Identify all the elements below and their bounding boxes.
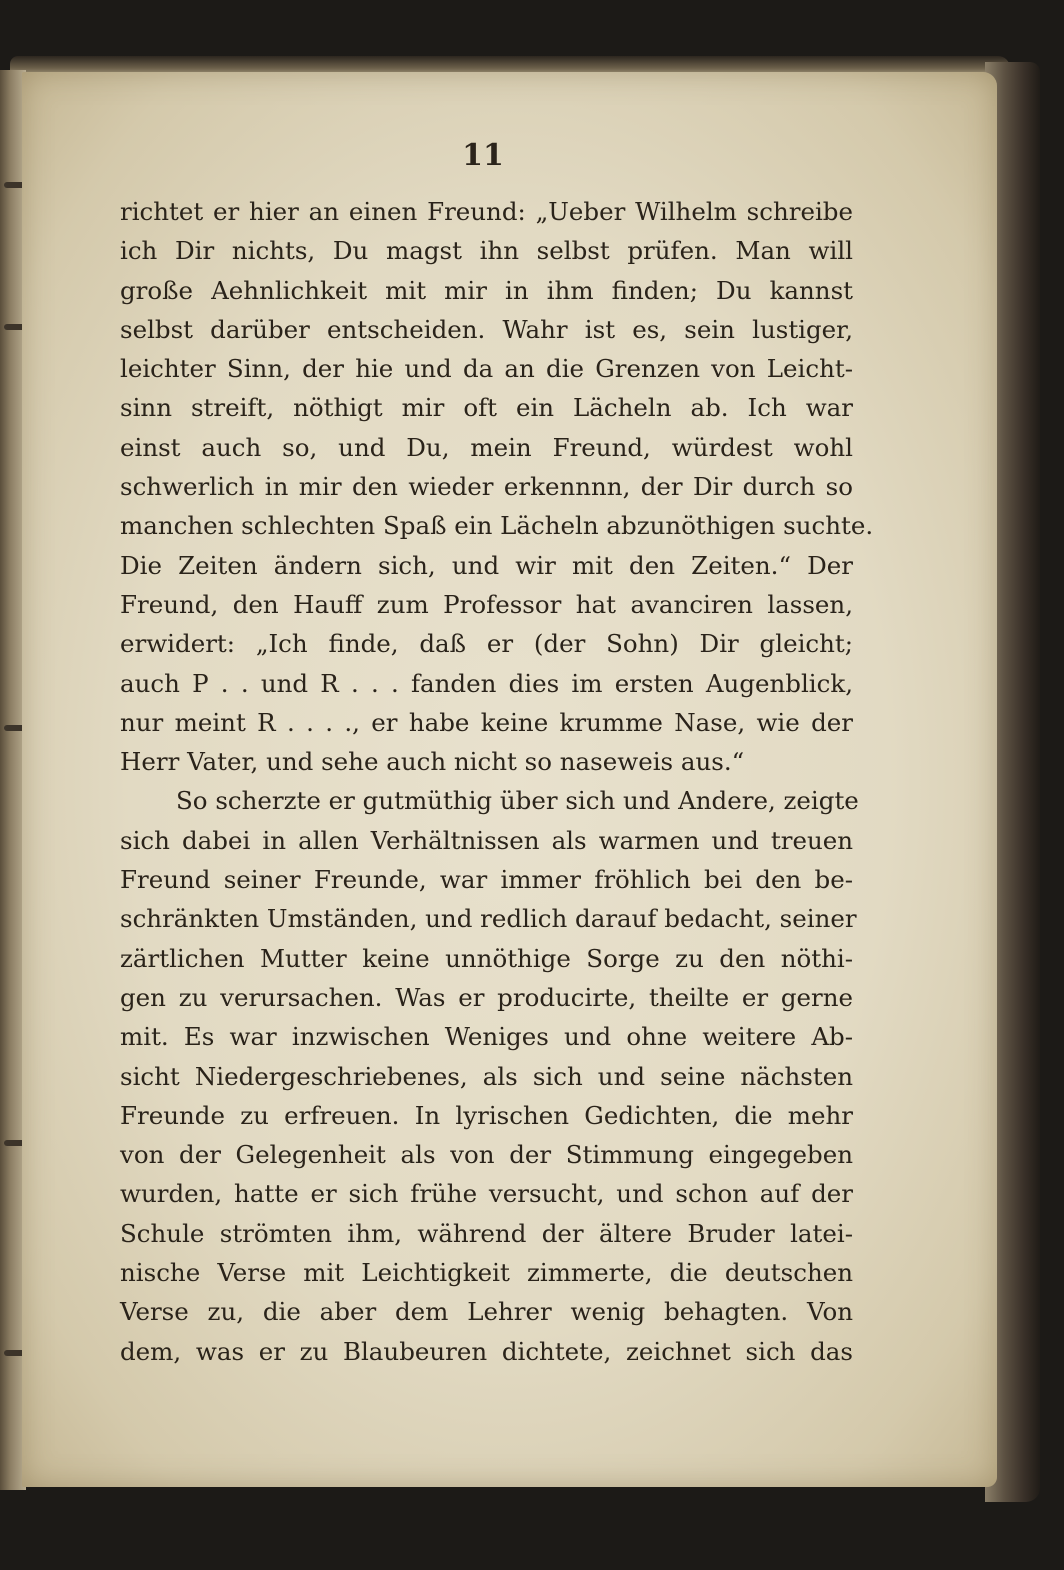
text-line: wurden, hatte er sich frühe versucht, und schon auf der [120,1179,853,1209]
text-line: Freund, den Hauff zum Professor hat avanciren lassen, [120,589,853,619]
text-line: Herr Vater, und sehe auch nicht so naseweis aus.“ [120,747,745,777]
text-line: zärtlichen Mutter keine unnöthige Sorge zu den nöthi- [120,943,853,973]
text-line: gen zu verursachen. Was er producirte, theilte er gerne [120,982,853,1012]
text-line: nische Verse mit Leichtigkeit zimmerte, die deutschen [120,1258,853,1288]
text-line: Schule strömten ihm, während der ältere Bruder latei- [120,1218,853,1248]
text-line: Freunde zu erfreuen. In lyrischen Gedichten, die mehr [120,1100,853,1130]
text-line: manchen schlechten Spaß ein Lächeln abzunöthigen suchte. [120,511,874,541]
text-line: schränkten Umständen, und redlich darauf bedacht, seiner [120,904,857,934]
text-line: sich dabei in allen Verhältnissen als warmen und treuen [120,825,853,855]
text-line: große Aehnlichkeit mit mir in ihm finden; Du kannst [120,275,853,305]
page-number: 11 [462,138,504,173]
text-line: ich Dir nichts, Du magst ihn selbst prüfen. Man will [120,236,853,266]
text-line: sicht Niedergeschriebenes, als sich und seine nächsten [120,1061,853,1091]
text-line: dem, was er zu Blaubeuren dichtete, zeichnet sich das [120,1336,853,1366]
text-line: schwerlich in mir den wieder erkennnn, der Dir durch so [120,472,853,502]
text-line: erwidert: „Ich finde, daß er (der Sohn) Dir gleicht; [120,629,853,659]
body-text [120,192,874,1371]
text-line: So scherzte er gutmüthig über sich und Andere, zeigte [176,786,859,816]
text-line: richtet er hier an einen Freund: „Ueber Wilhelm schreibe [120,197,853,226]
text-line: selbst darüber entscheiden. Wahr ist es, sein lustiger, [120,314,853,344]
text-line: nur meint R . . . ., er habe keine krumme Nase, wie der [120,707,853,737]
text-line: Die Zeiten ändern sich, und wir mit den Zeiten.“ Der [120,550,853,580]
text-line: Freund seiner Freunde, war immer fröhlich bei den be- [120,865,853,895]
text-line: leichter Sinn, der hie und da an die Grenzen von Leicht- [120,354,853,384]
text-line: Verse zu, die aber dem Lehrer wenig behagten. Von [120,1297,853,1327]
text-line: von der Gelegenheit als von der Stimmung eingegeben [120,1140,853,1170]
text-line: mit. Es war inzwischen Weniges und ohne weitere Ab- [120,1022,853,1052]
text-line: einst auch so, und Du, mein Freund, würdest wohl [120,432,853,462]
text-line: auch P . . und R . . . fanden dies im ersten Augenblick, [120,668,853,698]
text-line: sinn streift, nöthigt mir oft ein Lächeln ab. Ich war [120,393,853,423]
